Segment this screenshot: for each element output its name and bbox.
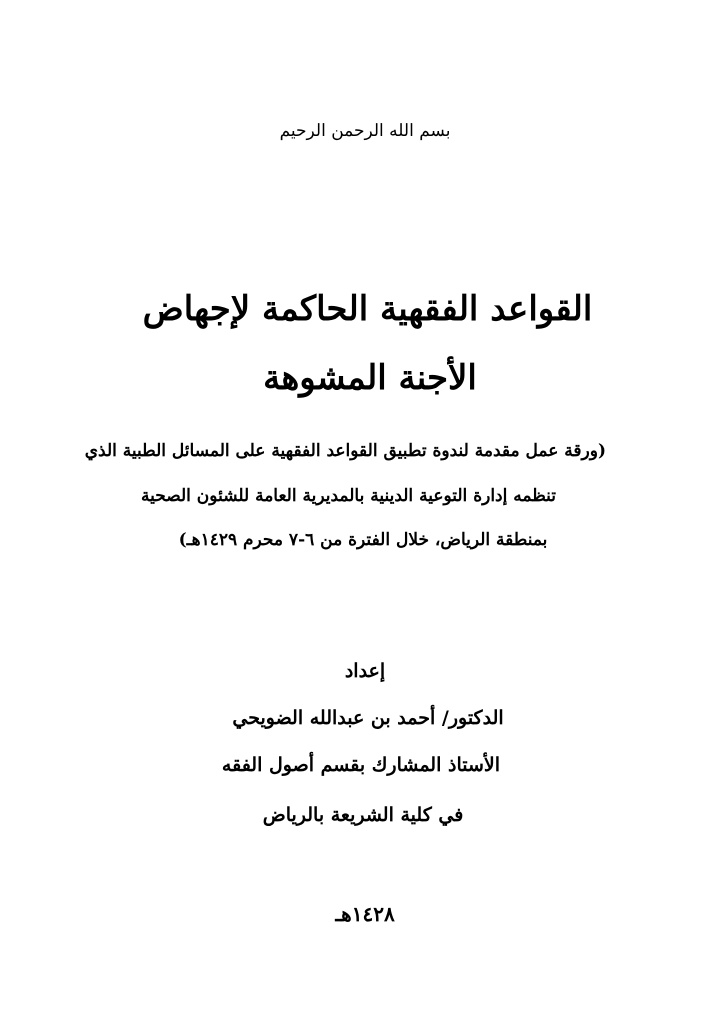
preparation-label: إعداد	[344, 660, 386, 682]
author-position: الأستاذ المشارك بقسم أصول الفقه	[221, 754, 500, 776]
title-line-1: القواعد الفقهية الحاكمة لإجهاض	[142, 289, 593, 329]
basmala: بسم الله الرحمن الرحيم	[279, 121, 451, 141]
subtitle-line-2: تنظمه إدارة التوعية الدينية بالمديرية العامة للشئون الصحية	[141, 486, 556, 506]
title-line-2: الأجنة المشوهة	[263, 358, 477, 398]
author-name: الدكتور/ أحمد بن عبدالله الضويحي	[232, 707, 504, 729]
publication-year: ١٤٢٨هـ	[335, 902, 395, 926]
subtitle-line-1: (ورقة عمل مقدمة لندوة تطبيق القواعد الفقهية على المسائل الطبية الذي	[84, 441, 606, 461]
author-institution: في كلية الشريعة بالرياض	[262, 804, 464, 826]
subtitle-line-3: بمنطقة الرياض، خلال الفترة من ٦-٧ محرم ١٤٢٩هـ)	[178, 530, 548, 550]
